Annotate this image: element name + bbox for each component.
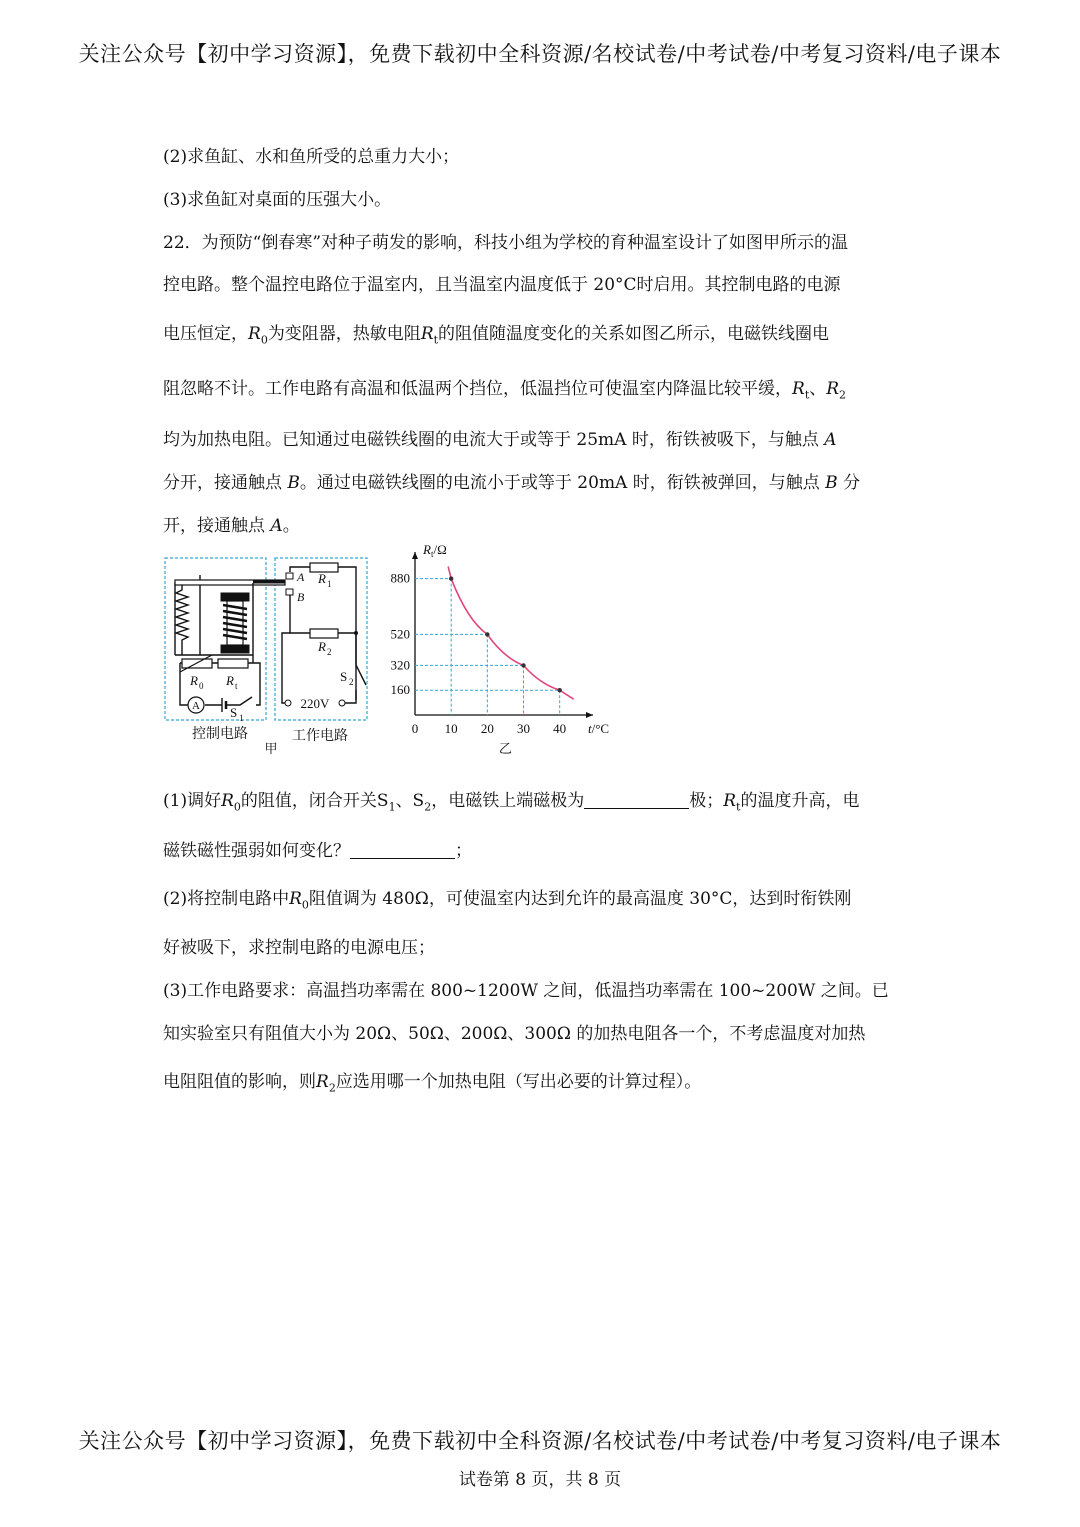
q22-line3: 电压恒定，$R_0$为变阻器，热敏电阻$R_t$的阻值随温度变化的关系如图乙所示，电磁铁线圈电 [163,324,830,347]
svg-text:S: S [230,705,238,720]
svg-text:A: A [297,570,305,584]
x-tick-label-10: 10 [444,721,458,736]
svg-text:控制电路: 控制电路 [192,726,248,742]
q22-line2: 控电路。整个温控电路位于温室内，且当温室内温度低于 20°C时启用。其控制电路的电源 [163,275,841,295]
x-axis-label: t/°C [588,721,610,736]
header-banner: 关注公众号【初中学习资源】，免费下载初中全科资源/名校试卷/中考试卷/中考复习资料/电子课本 [78,42,1002,66]
svg-text:工作电路: 工作电路 [292,728,348,744]
spring [176,583,188,655]
svg-text:1: 1 [239,713,244,723]
q22-part1-line2: 磁铁磁性强弱如何变化？ ； [163,841,472,861]
circuit-diagram [165,558,367,757]
answer-blank-pole[interactable] [584,790,689,809]
svg-text:R: R [190,673,198,688]
x-tick-label-30: 30 [517,721,531,736]
svg-text:R: R [226,673,234,688]
svg-text:0: 0 [199,681,204,691]
svg-text:B: B [297,590,305,604]
y-tick-label-520: 520 [390,626,410,642]
q22-line7: 开，接通触点 A。 [163,516,300,536]
q22-line4: 阻忽略不计。工作电路有高温和低温两个挡位，低温挡位可使温室内降温比较平缓，$R_t$、$R_2$ [163,379,847,402]
q22-line5: 均为加热电阻。已知通过电磁铁线圈的电流大于或等于 25mA 时，衔铁被吸下，与触点 A [163,430,837,450]
y-tick-label-880: 880 [390,570,410,586]
q22-part3-line1: (3)工作电路要求：高温挡功率需在 800~1200W 之间，低温挡功率需在 100~200W 之间。已 [163,981,889,1001]
x-tick-label-20: 20 [480,721,494,736]
q22-part1-line1: (1)调好$R_0$的阻值，闭合开关$S_1$、$S_2$，电磁铁上端磁极为 极；$R_t$的温度升高，电 [163,791,860,814]
data-point-30 [521,663,525,667]
rt-curve [448,567,574,700]
electromagnet [221,593,249,653]
footer-banner: 关注公众号【初中学习资源】，免费下载初中全科资源/名校试卷/中考试卷/中考复习资料/电子课本 [78,1429,1002,1453]
data-point-40 [557,688,561,692]
q21-part2: (2)求鱼缸、水和鱼所受的总重力大小； [163,147,460,167]
rt-temperature-graph [391,545,610,757]
r2-resistor [310,629,338,638]
y-axis-arrow [412,552,418,559]
figure [160,545,610,760]
data-point-20 [485,632,489,636]
svg-text:2: 2 [327,647,332,657]
graph-caption: 乙 [498,742,512,757]
svg-text:2: 2 [349,677,354,687]
page-number: 试卷第 8 页，共 8 页 [458,1470,622,1490]
svg-text:1: 1 [327,579,332,589]
svg-text:t: t [235,681,238,691]
y-tick-label-160: 160 [390,682,410,698]
svg-text:220V: 220V [300,696,330,711]
q22-part3-line2: 知实验室只有阻值大小为 20Ω、50Ω、200Ω、300Ω 的加热电阻各一个，不考虑温度对加热 [163,1024,866,1044]
svg-text:A: A [192,700,200,712]
q22-part3-line3: 电阻阻值的影响，则$R_2$应选用哪一个加热电阻（写出必要的计算过程）。 [163,1072,702,1095]
origin-label: 0 [411,721,419,736]
x-tick-label-40: 40 [553,721,567,736]
svg-text:甲: 甲 [264,742,278,757]
svg-text:S: S [340,669,348,684]
svg-text:R: R [318,639,326,654]
q22-line1: 22．为预防“倒春寒”对种子萌发的影响，科技小组为学校的育种温室设计了如图甲所示的温 [163,233,849,253]
data-point-10 [449,576,453,580]
x-axis-arrow [586,712,593,718]
svg-text:R: R [318,571,326,586]
q22-part2-line1: (2)将控制电路中$R_0$阻值调为 480Ω，可使温室内达到允许的最高温度 30°C，达到时衔铁刚 [163,889,852,912]
y-axis-label: $R_t/\Omega$ [423,545,447,559]
q21-part3: (3)求鱼缸对桌面的压强大小。 [163,190,392,210]
rt-resistor [218,659,248,668]
q22-line6: 分开，接通触点 B。通过电磁铁线圈的电流小于或等于 20mA 时，衔铁被弹回，与触点 B 分 [163,473,861,493]
y-tick-label-320: 320 [390,657,410,673]
q22-part2-line2: 好被吸下，求控制电路的电源电压； [163,938,435,958]
answer-blank-magnetism[interactable] [350,840,455,859]
